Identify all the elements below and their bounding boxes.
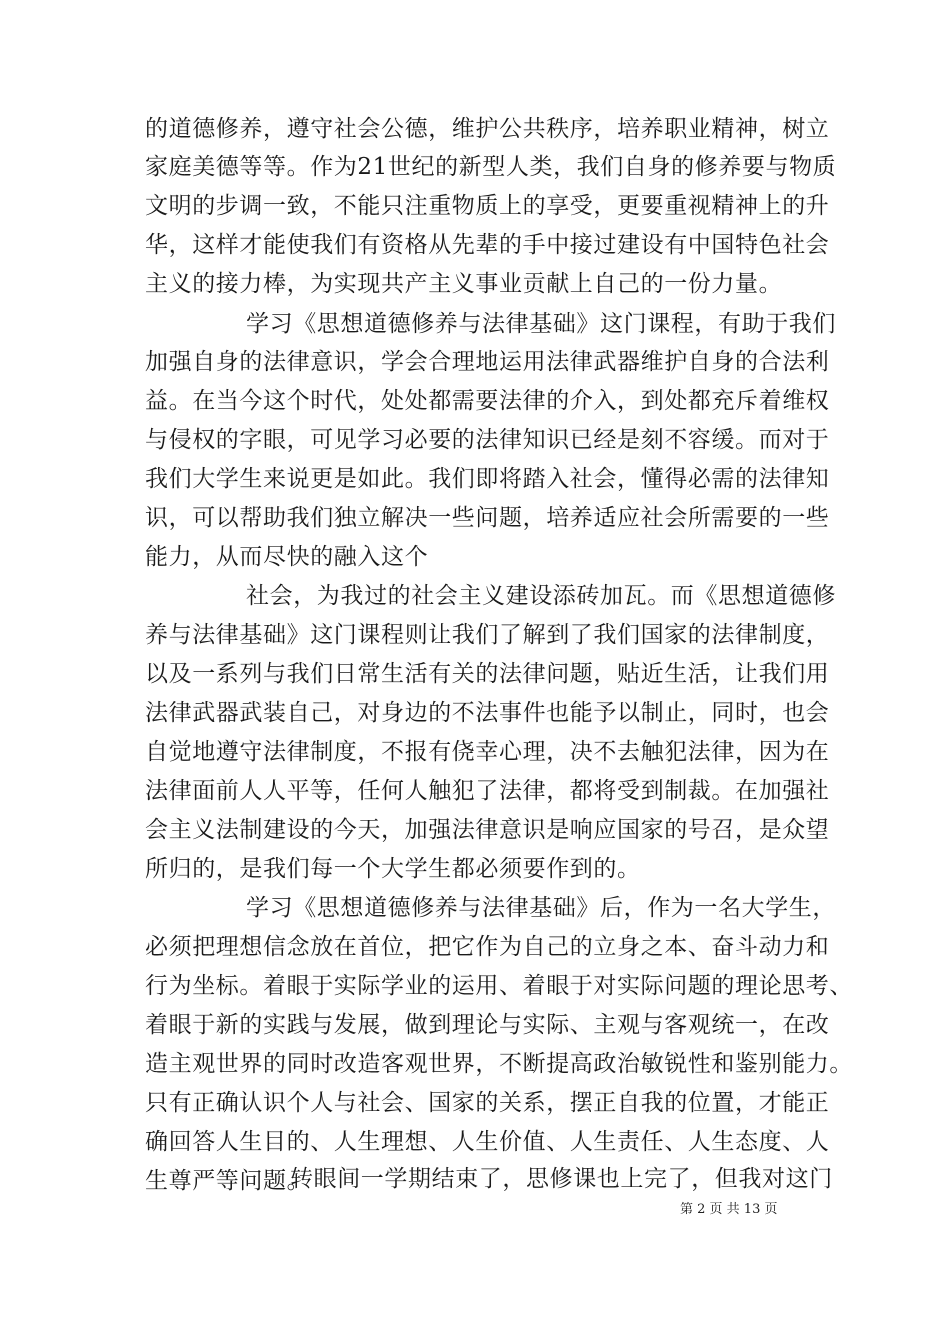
text-line: 识，可以帮助我们独立解决一些问题，培养适应社会所需要的一些 — [145, 505, 830, 531]
text-line: 加强自身的法律意识，学会合理地运用法律武器维护自身的合法利 — [145, 349, 830, 375]
text-line: 法律武器武装自己，对身边的不法事件也能予以制止，同时，也会 — [145, 700, 830, 726]
text-line: 益。在当今这个时代，处处都需要法律的介入，到处都充斥着维权 — [145, 388, 830, 414]
text-line: 与侵权的字眼，可见学习必要的法律知识已经是刻不容缓。而对于 — [145, 427, 830, 453]
text-line: 行为坐标。着眼于实际学业的运用、着眼于对实际问题的理论思考、 — [145, 973, 853, 999]
text-line: 能力，从而尽快的融入这个 — [145, 544, 429, 570]
text-line: 以及一系列与我们日常生活有关的法律问题，贴近生活，让我们用 — [145, 661, 830, 687]
text-line: 着眼于新的实践与发展，做到理论与实际、主观与客观统一，在改 — [145, 1012, 830, 1038]
text-line: 会主义法制建设的今天，加强法律意识是响应国家的号召，是众望 — [145, 817, 830, 843]
text-line: 确回答人生目的、人生理想、人生价值、人生责任、人生态度、人 — [145, 1129, 830, 1155]
text-line: 养与法律基础》这门课程则让我们了解到了我们国家的法律制度， — [145, 622, 830, 648]
text-line: 只有正确认识个人与社会、国家的关系，摆正自我的位置，才能正 — [145, 1090, 830, 1116]
text-line: 自觉地遵守法律制度，不报有侥幸心理，决不去触犯法律，因为在 — [145, 739, 830, 765]
paragraph-start-line: 社会，为我过的社会主义建设添砖加瓦。而《思想道德修 — [246, 583, 836, 609]
text-line: 生尊严等问题。 — [145, 1168, 311, 1194]
text-line: 必须把理想信念放在首位，把它作为自己的立身之本、奋斗动力和 — [145, 934, 830, 960]
text-line: 的道德修养，遵守社会公德，维护公共秩序，培养职业精神，树立 — [145, 116, 830, 142]
text-line: 造主观世界的同时改造客观世界，不断提高政治敏锐性和鉴别能力。 — [145, 1051, 853, 1077]
text-line: 法律面前人人平等，任何人触犯了法律，都将受到制裁。在加强社 — [145, 778, 830, 804]
text-line: 家庭美德等等。作为21世纪的新型人类，我们自身的修养要与物质 — [145, 154, 837, 180]
text-line: 文明的步调一致，不能只注重物质上的享受，更要重视精神上的升 — [145, 193, 830, 219]
paragraph-start-line: 学习《思想道德修养与法律基础》后，作为一名大学生， — [246, 895, 836, 921]
text-line: 主义的接力棒，为实现共产主义事业贡献上自己的一份力量。 — [145, 271, 783, 297]
text-line: 所归的，是我们每一个大学生都必须要作到的。 — [145, 856, 641, 882]
text-line: 华，这样才能使我们有资格从先辈的手中接过建设有中国特色社会 — [145, 232, 830, 258]
text-line: 我们大学生来说更是如此。我们即将踏入社会，懂得必需的法律知 — [145, 466, 830, 492]
page-number-footer: 第 2 页 共 13 页 — [680, 1202, 778, 1217]
paragraph-start-line: 转眼间一学期结束了，思修课也上完了，但我对这门 — [290, 1166, 833, 1192]
paragraph-start-line: 学习《思想道德修养与法律基础》这门课程，有助于我们 — [246, 311, 836, 337]
